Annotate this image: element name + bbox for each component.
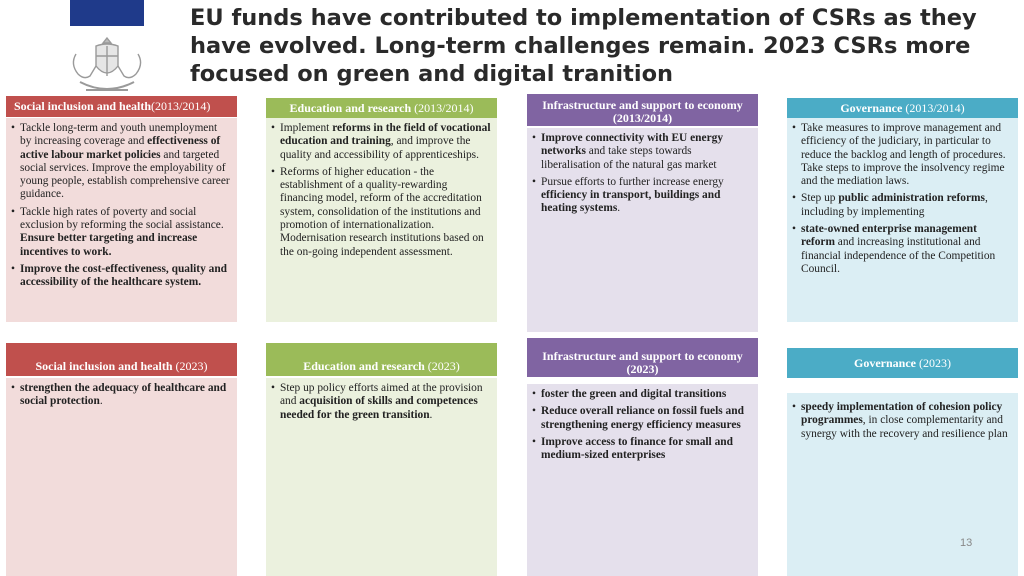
card-education-2013 bbox=[266, 98, 497, 322]
bullet-item bbox=[20, 382, 231, 409]
bullet-text-bold: Ensure better targeting and increase incentives to work. bbox=[20, 232, 198, 258]
card-header bbox=[527, 94, 758, 126]
eu-flag bbox=[70, 0, 144, 26]
card-body bbox=[527, 128, 758, 332]
card-header-title: Governance bbox=[840, 101, 903, 115]
bullet-item bbox=[280, 382, 491, 422]
bullet-text-bold: reforms in the field of vocational education and training bbox=[280, 122, 491, 148]
card-header-title: Education and research bbox=[289, 101, 412, 115]
card-body bbox=[6, 118, 237, 322]
bullet-text-bold: Improve access to finance for small and medium-sized enterprises bbox=[541, 435, 733, 462]
bullet-item bbox=[541, 388, 752, 401]
bullet-item bbox=[541, 132, 752, 172]
card-header-year: (2023) bbox=[427, 359, 460, 373]
bullet-item bbox=[541, 176, 752, 216]
card-header-year: (2023) bbox=[919, 356, 951, 370]
bullet-item bbox=[20, 206, 231, 259]
bullet-text-post: , including by implementing bbox=[801, 192, 988, 218]
card-governance-2023 bbox=[787, 348, 1018, 576]
card-infra-2013 bbox=[527, 94, 758, 332]
card-infra-2023 bbox=[527, 338, 758, 576]
bullet-item bbox=[20, 122, 231, 202]
bullet-text-bold: speedy implementation of cohesion policy programmes bbox=[801, 401, 1003, 427]
bullet-text-post: and take steps towards liberalisation of the natural gas market bbox=[541, 145, 717, 171]
bullet-text-post: . bbox=[617, 202, 621, 215]
card-header bbox=[787, 98, 1018, 118]
card-social-2023 bbox=[6, 343, 237, 576]
bullet-text-bold: effectiveness of active labour market policies bbox=[20, 135, 221, 161]
bullet-text-pre: Implement bbox=[280, 122, 333, 134]
card-education-2023 bbox=[266, 343, 497, 576]
bullet-text-pre: Take measures to improve management and efficiency of the judiciary, in particular to reduce the backlog and length of procedures. Take steps to improve the insolvency regime and the mediation laws. bbox=[801, 122, 1006, 188]
bullet-text-bold: strengthen the adequacy of healthcare and social protection bbox=[20, 382, 227, 408]
card-header-year: (2013/2014) bbox=[414, 101, 474, 115]
bullet-text-pre: Step up bbox=[801, 192, 839, 205]
bullet-text-bold: Improve the cost-effectiveness, quality and accessibility of the healthcare system. bbox=[20, 262, 228, 289]
slide-title: EU funds have contributed to implementation of CSRs as they have evolved. Long-term challenges remain. 2023 CSRs more focused on green and digital tranition bbox=[190, 5, 977, 87]
bullet-item bbox=[801, 223, 1012, 276]
bullet-text-bold: Reduce overall reliance on fossil fuels and strengthening energy efficiency measures bbox=[541, 405, 744, 431]
bullet-item bbox=[280, 166, 491, 259]
card-header bbox=[527, 338, 758, 377]
bullet-text-post: . bbox=[429, 408, 433, 421]
card-body bbox=[6, 378, 237, 576]
bullet-text-post: . bbox=[99, 395, 103, 408]
card-governance-2013 bbox=[787, 98, 1018, 322]
bullet-text-pre: Tackle long-term and youth unemployment by increasing coverage and bbox=[20, 122, 218, 148]
card-header-year: (2013/2014) bbox=[151, 99, 211, 113]
card-body bbox=[266, 118, 497, 322]
card-header-title: Infrastructure and support to economy bbox=[542, 98, 743, 112]
card-header bbox=[6, 96, 237, 117]
bullet-text-pre: Reforms of higher education - the establishment of a quality-rewarding financing model, reform of the accreditation system, consolidation of the institutions and promotion of internationalization. Modernisation research institutions based on the on-going independent assessment. bbox=[280, 165, 484, 258]
card-body bbox=[266, 378, 497, 576]
bullet-text-bold: foster the green and digital transitions bbox=[541, 388, 727, 400]
bullet-text-post: , in close complementarity and synergy with the recovery and resilience plan bbox=[801, 414, 1008, 440]
bullet-text-pre: Pursue efforts to further increase energy bbox=[541, 175, 724, 188]
bullet-text-bold: efficiency in transport, buildings and heating systems bbox=[541, 189, 721, 215]
bullet-item bbox=[280, 122, 491, 162]
card-header bbox=[266, 98, 497, 118]
card-header-year: (2023) bbox=[626, 362, 659, 376]
card-header bbox=[787, 348, 1018, 378]
card-header-title: Social inclusion and health bbox=[14, 99, 152, 113]
card-body bbox=[787, 393, 1018, 576]
card-header-year: (2013/2014) bbox=[905, 101, 965, 115]
bullet-item bbox=[801, 401, 1012, 441]
card-social-2013 bbox=[6, 96, 237, 322]
card-header-year: (2013/2014) bbox=[612, 111, 673, 125]
bullet-item bbox=[801, 192, 1012, 219]
bullet-text-bold: Improve connectivity with EU energy networks bbox=[541, 132, 724, 158]
card-header-title: Education and research bbox=[303, 359, 425, 373]
bullet-item bbox=[20, 263, 231, 290]
card-header-title: Governance bbox=[854, 356, 916, 370]
bullet-text-bold: acquisition of skills and competences needed for the green transition bbox=[280, 395, 478, 421]
card-header-title: Infrastructure and support to economy bbox=[542, 349, 743, 363]
bullet-text-pre: Step up policy efforts aimed at the provision and bbox=[280, 382, 483, 408]
bullet-text-post: , and improve the quality and accessibility of apprenticeships. bbox=[280, 135, 479, 161]
card-header bbox=[266, 343, 497, 376]
card-header-year: (2023) bbox=[175, 359, 208, 373]
bullet-text-bold: state-owned enterprise management reform bbox=[801, 223, 977, 249]
bullet-text-post: and increasing institutional and financial independence of the Competition Council. bbox=[801, 236, 996, 275]
card-body bbox=[527, 384, 758, 576]
card-body bbox=[787, 118, 1018, 322]
bullet-text-pre: Tackle high rates of poverty and social exclusion by reforming the social assistance. bbox=[20, 205, 224, 232]
bullet-text-post: and targeted social services. Improve the employability of young people, establish comprehensive career guidance. bbox=[20, 148, 230, 201]
bullet-item bbox=[801, 122, 1012, 188]
coat-of-arms-emblem bbox=[66, 34, 148, 100]
page-number: 13 bbox=[960, 537, 973, 549]
card-header bbox=[6, 343, 237, 376]
bullet-item bbox=[541, 436, 752, 463]
bullet-text-bold: public administration reforms bbox=[838, 192, 985, 205]
bullet-item bbox=[541, 405, 752, 432]
card-header-title: Social inclusion and health bbox=[35, 359, 173, 373]
